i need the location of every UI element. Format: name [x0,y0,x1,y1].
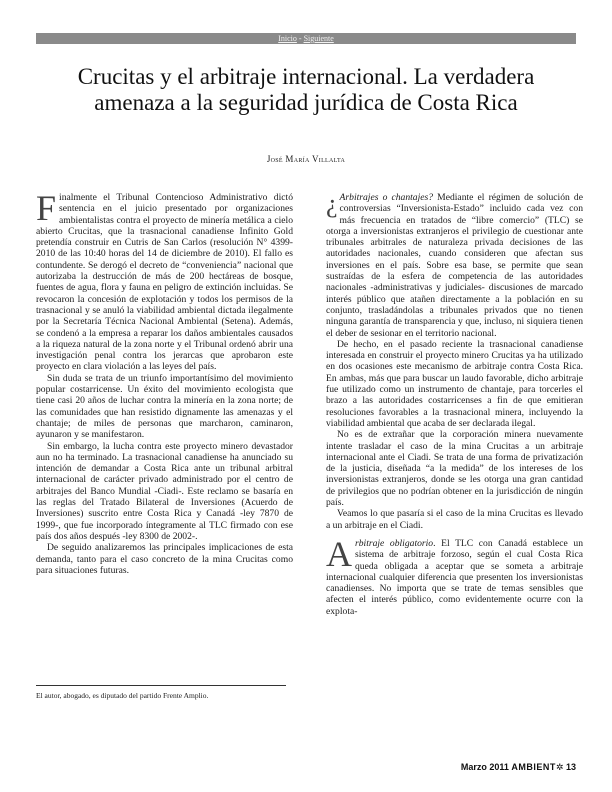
paragraph: De seguido analizaremos las principales implicaciones de esta demanda, tanto para el caso concreto de la mina Crucitas como para situaciones futuras. [36,542,293,576]
paragraph: Finalmente el Tribunal Contencioso Administrativo dictó sentencia en el juicio presentado por organizaciones ambientalistas contra el proyecto de minería metálica a cielo abierto Crucitas, que la trasnacional canadiense Infinito Gold pretendía construir en Cutris de San Carlos (resolución N° 4399-2010 de las 10:40 horas del 14 de diciembre de 2010). El fallo es contundente. Se derogó el decreto de “conveniencia” nacional que autorizaba la destrucción de más de 200 hectáreas de bosque, fuentes de agua, flora y fauna en peligro de extinción incluidas. Se revocaron la concesión de explotación y todos los permisos de la trasnacional y se anuló la viabilidad ambiental dictada ilegalmente por la Secretaría Técnica Nacional Ambiental (Setena). Además, se condenó a la empresa a reparar los daños ambientales causados a la riqueza natural de la zona norte y el Tribunal ordenó abrir una investigación penal contra los jerarcas que aprobaron este proyecto en clara violación a las leyes del país. [36,188,293,373]
footnote-rule [36,685,286,686]
footnote: El autor, abogado, es diputado del partido Frente Amplio. [36,691,209,700]
drop-cap: F [36,188,57,228]
article-title: Crucitas y el arbitraje internacional. La verdadera amenaza a la seguridad jurídica de Costa Rica [77,64,535,115]
nav-separator: - [296,34,304,43]
left-column [36,188,293,576]
inicio-link[interactable]: Inicio [278,34,297,43]
magazine-logo: AMBIENT [511,762,556,772]
paragraph: Sin duda se trata de un triunfo importantísimo del movimiento popular costarricense. Un éxito del movimiento ecologista que tiene casi 20 años de luchar contra la minería en la zona norte; de las comunidades que han resistido dignamente las amenazas y el chantaje; de miles de personas que marcharon, caminaron, ayunaron y se manifestaron. [36,372,293,441]
paragraph: Arbitraje obligatorio. El TLC con Canadá establece un sistema de arbitraje forzoso, según el cual Costa Rica queda obligada a aceptar que se someta a arbitraje internacional cualquier diferencia que presenten los inversionistas canadienses. No importa que se trate de temas sensibles que afecten el interés público, como evidentemente ocurre con la explota- [326,533,583,617]
paragraph: De hecho, en el pasado reciente la trasnacional canadiense interesada en construir el proyecto minero Crucitas ya ha utilizado en dos ocasiones este mecanismo de arbitraje contra Costa Rica. En ambas, más que para buscar un laudo favorable, dicho arbitraje fue utilizado como un instrumento de chantaje, para torcerles el brazo a las autoridades costarricenses a fin de que emitieran resoluciones favorables a la trasnacional minera, incluyendo la viabilidad ambiental que acaba de ser declarada ilegal. [326,338,583,429]
siguiente-link[interactable]: Siguiente [303,34,334,43]
paragraph: No es de extrañar que la corporación minera nuevamente intente trasladar el caso de la mina Crucitas a un arbitraje internacional ante el Ciadi. Se trata de una forma de privatización de la justicia, diseñada “a la medida” de los intereses de los inversionistas extranjeros, donde se les otorga una gran cantidad de privilegios que no podrían obtener en la jurisdicción de ningún país. [326,429,583,509]
drop-cap: ¿ [326,189,338,218]
page-footer [461,762,576,773]
paragraph: Veamos lo que pasaría si el caso de la mina Crucitas es llevado a un arbitraje en el Ciadi. [326,508,583,531]
drop-cap: A [326,533,352,574]
section-heading: Arbitrajes o chantajes? [339,192,434,203]
page-number: 13 [565,762,576,772]
section-heading: rbitraje obligatorio [355,537,434,549]
nav-bar [36,33,576,44]
issue-date: Marzo 2011 [460,762,509,772]
right-column [326,189,583,617]
paragraph: Sin embargo, la lucha contra este proyecto minero devastador aun no ha terminado. La trasnacional canadiense ha anunciado su intención de demandar a Costa Rica ante un tribunal arbitral internacional de carácter privado administrado por el centro de arbitrajes del Banco Mundial -Ciadi-. Este reclamo se basaría en las reglas del Tratado Bilateral de Inversiones (Acuerdo de Inversiones) suscrito entre Costa Rica y Canadá -ley 7870 de 1999-, que fue incorporado íntegramente al TLC firmado con ese país dos años después -ley 8300 de 2002-. [36,440,293,542]
article-author: José María Villalta [266,154,346,164]
logo-mark-icon: ✲ [555,762,564,772]
paragraph: ¿ Arbitrajes o chantajes? Mediante el régimen de solución de controversias “Inversionista-Estado” incluido cada vez con más frecuencia en tratados de “libre comercio” (TLC) se otorga a inversionistas extranjeros el privilegio de cuestionar ante tribunales arbitrales de naturaleza privada decisiones de las autoridades nacionales, cuando consideren que afectan sus inversiones en el país. Sobre esa base, se permite que sean sustraídas de la esfera de competencia de las autoridades nacionales -administrativas y judiciales- discusiones de marcado interés público que atañen directamente a la población en su conjunto, trasladándolas a tribunales privados que no tienen ninguna garantía de transparencia y que, incluso, ni siquiera tienen el deber de sesionar en el territorio nacional. [326,189,583,339]
